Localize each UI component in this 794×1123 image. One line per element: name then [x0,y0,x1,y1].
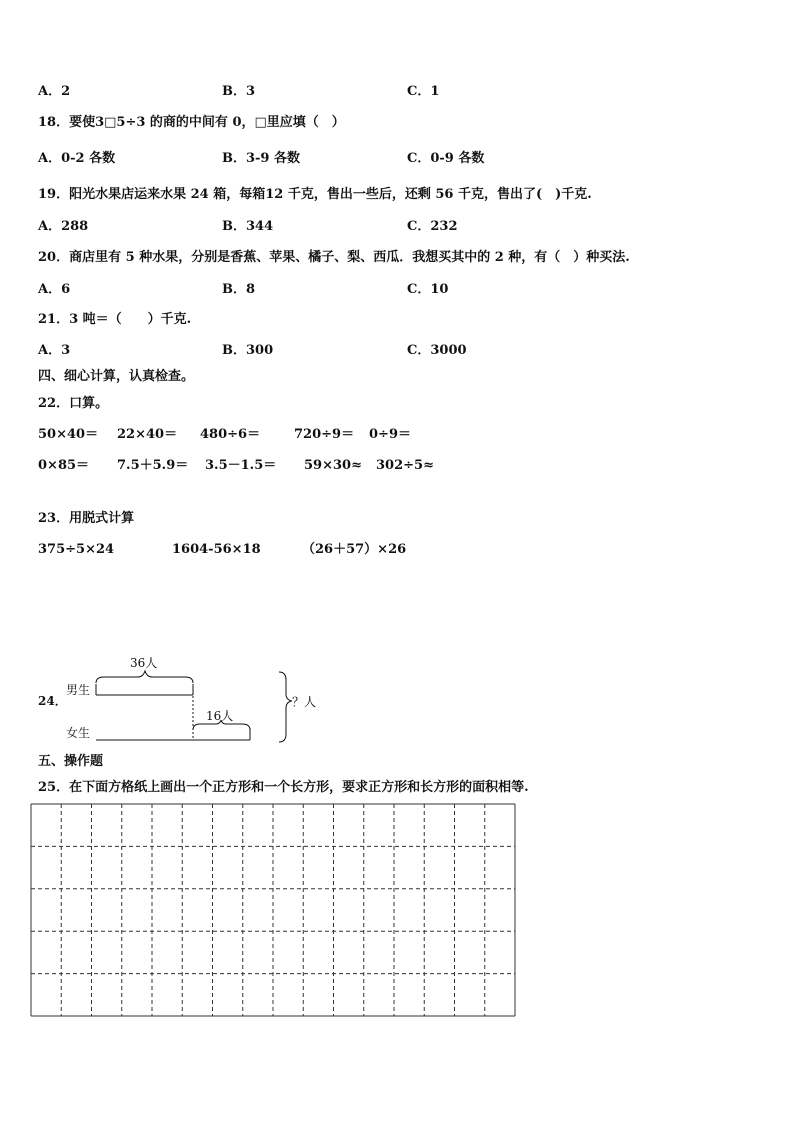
q21-stem: 21．3 吨＝（ ）千克. [38,312,192,327]
q18-option-a: A．0-2 各数 [38,151,116,166]
q23-stem: 23．用脱式计算 [38,511,135,526]
q22-r2-5: 302÷5≈ [376,458,434,473]
q22-stem: 22．口算。 [38,396,109,411]
q19-option-a: A．288 [38,219,89,234]
q19-option-b: B．344 [222,219,274,234]
q23-item-3: （26＋57）×26 [302,542,407,557]
q22-r1-2: 22×40＝ [117,427,178,442]
q22-r1-1: 50×40＝ [38,427,99,442]
q22-r2-1: 0×85＝ [38,458,90,473]
q22-r2-2: 7.5＋5.9＝ [117,458,189,473]
q22-r1-4: 720÷9＝ [294,427,355,442]
total-brace [279,672,292,742]
extra-count-label: 16人 [206,709,234,723]
q20-option-b: B．8 [222,282,256,297]
q23-item-1: 375÷5×24 [38,542,115,557]
q22-r2-3: 3.5－1.5＝ [205,458,277,473]
square-grid-paper[interactable] [30,803,516,1017]
q17-option-b: B．3 [222,84,256,99]
q18-option-b: B．3-9 各数 [222,151,301,166]
q18-stem: 18．要使3□5÷3 的商的中间有 0，□里应填（ ） [38,115,345,130]
q17-option-a: A．2 [38,84,71,99]
q25-stem: 25．在下面方格纸上画出一个正方形和一个长方形，要求正方形和长方形的面积相等. [38,780,529,795]
q24-number: 24． [38,694,67,708]
q21-option-b: B．300 [222,343,274,358]
q18-option-c: C．0-9 各数 [407,151,485,166]
girls-extra-brace [193,720,250,730]
q20-option-c: C．10 [407,282,449,297]
q19-stem: 19．阳光水果店运来水果 24 箱，每箱12 千克，售出一些后，还剩 56 千克，售出了( )千克. [38,187,592,202]
boys-brace [96,671,193,683]
section-5-heading: 五、操作题 [38,754,104,769]
section-4-heading: 四、细心计算，认真检查。 [38,369,195,384]
boys-label: 男生 [66,683,91,697]
girls-label: 女生 [66,726,91,740]
total-question: ？人 [292,695,317,709]
q22-r2-4: 59×30≈ [304,458,362,473]
boys-count-label: 36人 [130,656,158,670]
q23-item-2: 1604-56×18 [172,542,261,557]
q24-line-diagram [30,650,330,750]
q17-option-c: C．1 [407,84,440,99]
q20-option-a: A．6 [38,282,71,297]
q22-r1-5: 0÷9＝ [369,427,411,442]
q21-option-c: C．3000 [407,343,467,358]
q19-option-c: C．232 [407,219,458,234]
q20-stem: 20．商店里有 5 种水果，分别是香蕉、苹果、橘子、梨、西瓜．我想买其中的 2 种，有（ ）种买法. [38,250,630,265]
q21-option-a: A．3 [38,343,71,358]
q22-r1-3: 480÷6＝ [200,427,261,442]
